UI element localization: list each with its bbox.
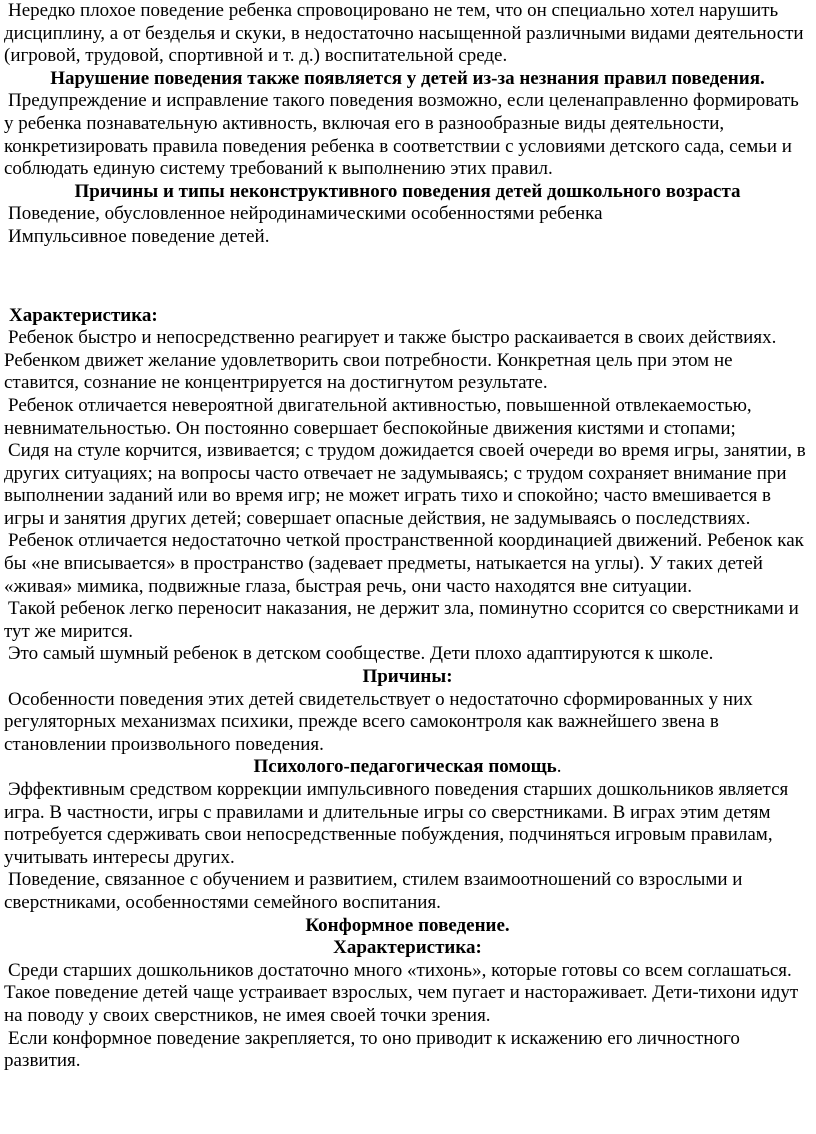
heading-psychological-help xyxy=(4,756,811,779)
heading-psychological-help-dot: . xyxy=(556,756,562,778)
paragraph-reacts-quickly: Ребенок быстро и непосредственно реагирует и также быстро раскаивается в своих действиях. Ребенком движет желание удовлетворить свои потребности. Конкретная цель при этом не ставится, сознание не концентрируется на достигнутом результате. xyxy=(4,327,777,394)
heading-ignorance-of-rules: Нарушение поведения также появляется у детей из-за незнания правил поведения. xyxy=(50,67,765,89)
paragraph-noisiest-child: Это самый шумный ребенок в детском сообществе. Дети плохо адаптируются к школе. xyxy=(8,643,714,665)
paragraph-motor-activity: Ребенок отличается невероятной двигательной активностью, повышенной отвлекаемостью, невнимательностью. Он постоянно совершает беспокойные движения кистями и стопами; xyxy=(4,394,752,439)
heading-causes-and-types: Причины и типы неконструктивного поведения детей дошкольного возраста xyxy=(74,180,741,202)
paragraph-regulatory-mechanisms: Особенности поведения этих детей свидетельствует о недостаточно сформированных у них регуляторных механизмах психики, прежде всего самоконтроля как важнейшего звена в становлении произвольного поведения. xyxy=(4,688,753,755)
paragraph-idleness: Нередко плохое поведение ребенка спровоцировано не тем, что он специально хотел нарушить дисциплину, а от безделья и скуки, в недостаточно насыщенной различными видами деятельности (игровой, трудовой, спортивной и т. д.) воспитательной среде. xyxy=(4,0,804,67)
paragraph-game-correction: Эффективным средством коррекции импульсивного поведения старших дошкольников является игра. В частности, игры с правилами и длительные игры со сверстниками. В играх этим детям потребуется сдерживать свои непосредственные побуждения, подчиняться игровым правилам, учитывать интересы других. xyxy=(4,779,789,868)
heading-characteristic-conformal: Характеристика: xyxy=(333,937,482,959)
paragraph-punishment: Такой ребенок легко переносит наказания, не держит зла, поминутно ссорится со сверстниками и тут же мирится. xyxy=(4,598,799,642)
paragraph-learning-behavior: Поведение, связанное с обучением и развитием, стилем взаимоотношений со взрослыми и сверстниками, особенностями семейного воспитания. xyxy=(4,869,743,913)
heading-conformal-behavior: Конформное поведение. xyxy=(305,914,510,936)
paragraph-prevention: Предупреждение и исправление такого поведения возможно, если целенаправленно формировать у ребенка познавательную активность, включая его в разнообразные виды деятельности, конкретизировать правила поведения ребенка в соответствии с условиями детского сада, семьи и соблюдать единую систему требований к выполнению этих правил. xyxy=(4,90,799,180)
heading-psychological-help-text: Психолого-педагогическая помощь xyxy=(253,756,557,778)
blank-space xyxy=(4,249,811,305)
paragraph-conformity-consequence: Если конформное поведение закрепляется, то оно приводит к искажению его личностного развития. xyxy=(4,1027,740,1072)
heading-causes: Причины: xyxy=(362,666,453,688)
heading-characteristic: Характеристика: xyxy=(9,304,158,326)
line-neurodynamic-behavior: Поведение, обусловленное нейродинамическими особенностями ребенка xyxy=(8,203,603,225)
paragraph-coordination: Ребенок отличается недостаточно четкой пространственной координацией движений. Ребенок как бы «не вписывается» в пространство (задевает предметы, натыкается на углы). У таких детей «живая» мимика, подвижные глаза, быстрая речь, они часто находятся вне ситуации. xyxy=(4,530,804,597)
paragraph-quiet-children: Среди старших дошкольников достаточно много «тихонь», которые готовы со всем соглашаться. Такое поведение детей чаще устраивает взрослых, чем пугает и настораживает. Дети-тихони идут на поводу у своих сверстников, не имея своей точки зрения. xyxy=(4,959,799,1026)
paragraph-fidgets: Сидя на стуле корчится, извивается; с трудом дожидается своей очереди во время игры, занятии, в других ситуациях; на вопросы часто отвечает не задумываясь; с трудом сохраняет внимание при выполнении заданий или во время игр; не может играть тихо и спокойно; часто вмешивается в игры и занятия других детей; совершает опасные действия, не задумываясь о последствиях. xyxy=(4,440,806,529)
line-impulsive-behavior: Импульсивное поведение детей. xyxy=(8,225,270,247)
